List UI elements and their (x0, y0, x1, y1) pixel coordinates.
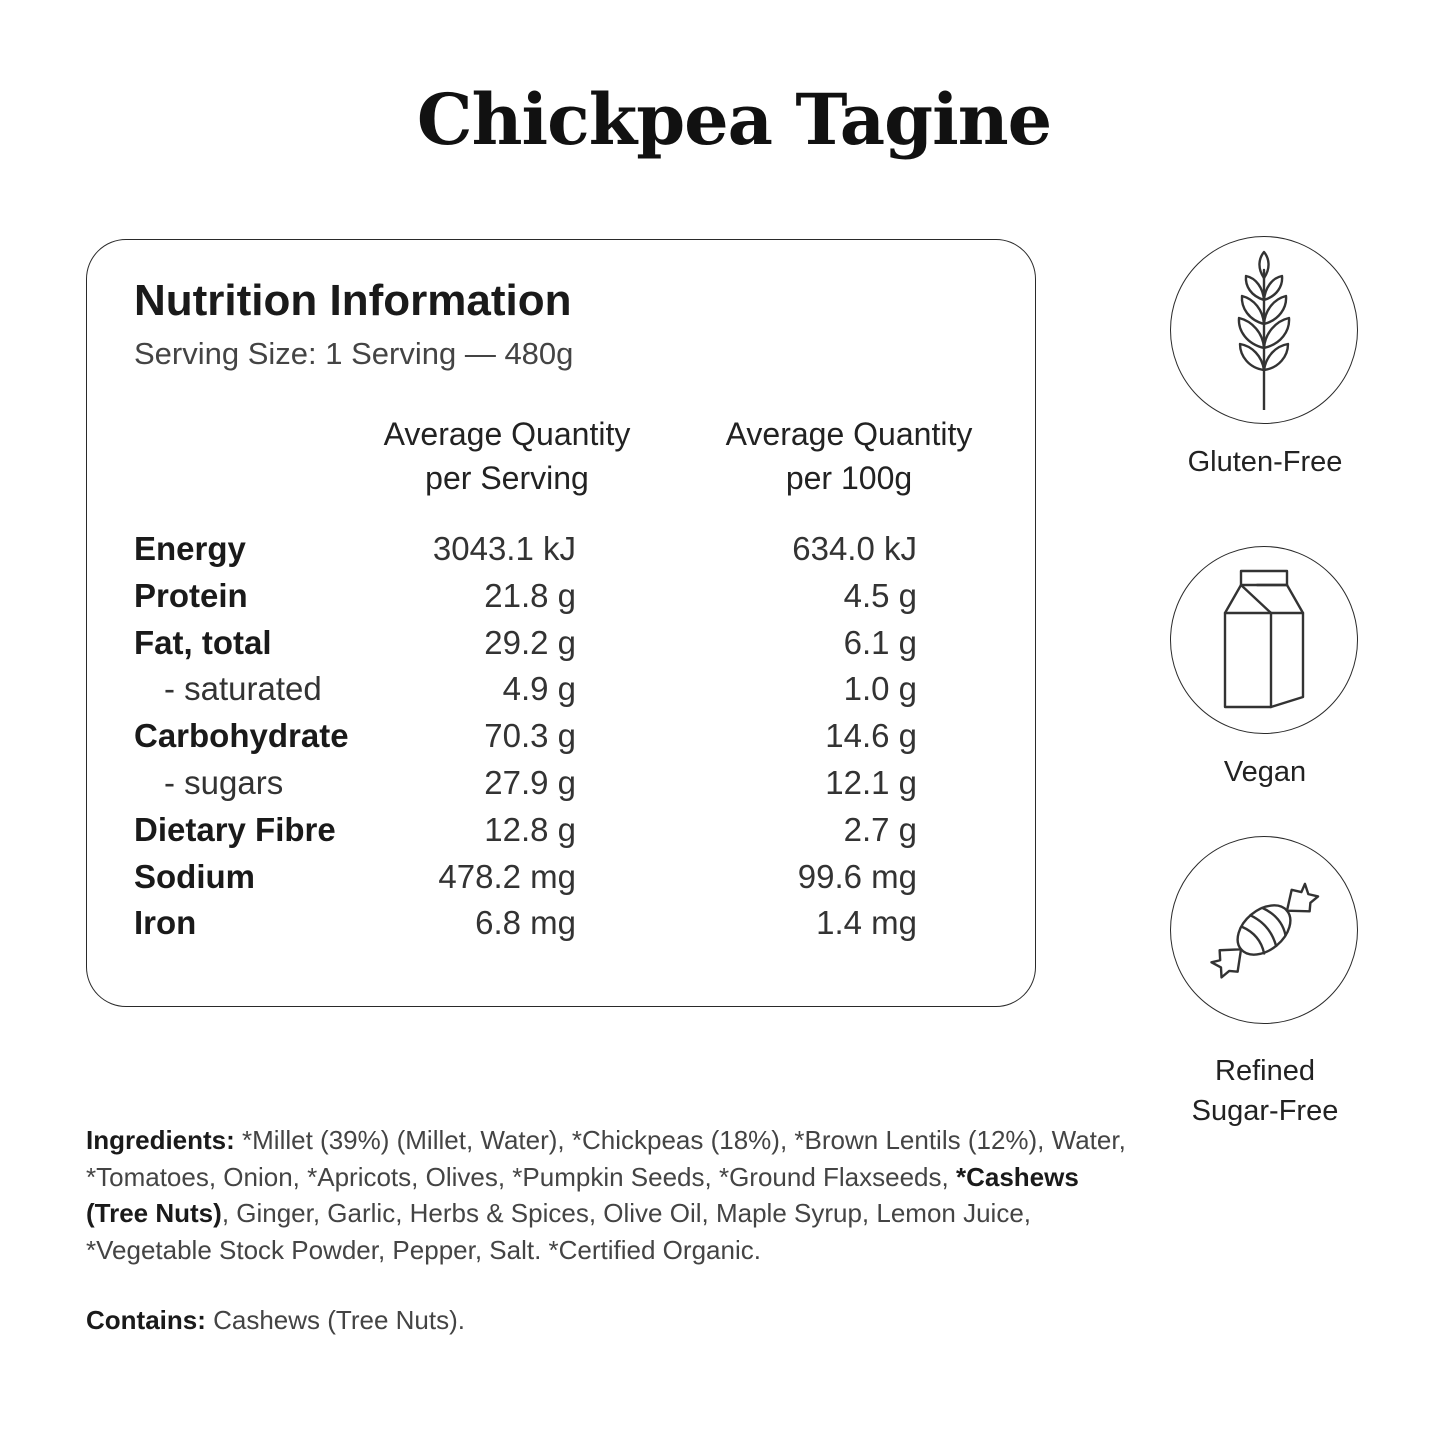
value-per-100g: 99.6 mg (797, 857, 917, 895)
ingredients-heading: Ingredients: (86, 1125, 235, 1155)
value-per-100g: 6.1 g (843, 623, 917, 661)
badge-label: Gluten-Free (1187, 446, 1343, 478)
product-title: Chickpea Tagine (416, 78, 1052, 161)
value-per-100g: 4.5 g (843, 576, 917, 614)
milk-carton-icon (1219, 565, 1309, 715)
ingredients-paragraph (86, 1122, 1126, 1268)
badge-label: Vegan (1223, 756, 1307, 788)
contains-statement (86, 1302, 1126, 1338)
column-header-per-serving (357, 412, 657, 500)
value-per-serving: 4.9 g (502, 670, 576, 708)
value-per-serving: 3043.1 kJ (432, 530, 576, 567)
nutrient-label: Protein (134, 576, 248, 614)
nutrient-row-saturated (134, 666, 1014, 713)
badge-gluten-free (1170, 236, 1360, 482)
nutrient-row-sugars (134, 760, 1014, 807)
badge-circle (1170, 836, 1358, 1024)
value-per-serving: 27.9 g (484, 763, 576, 801)
value-per-serving: 6.8 mg (475, 904, 576, 942)
nutrient-row-protein (134, 573, 1014, 620)
nutrient-row-energy (134, 526, 1014, 573)
nutrient-row-iron (134, 900, 1014, 947)
nutrient-label: Dietary Fibre (134, 810, 336, 848)
badge-refined-sugar-free (1170, 836, 1360, 1131)
contains-text: Cashews (Tree Nuts). (205, 1305, 465, 1335)
nutrition-rows (134, 526, 1014, 947)
badge-circle (1170, 236, 1358, 424)
ingredients-text: , Ginger, Garlic, Herbs & Spices, Olive Oil, Maple Syrup, Lemon Juice, *Vegetable Stock Powder, Pepper, Salt. *Certified Organic. (86, 1198, 1032, 1265)
value-per-100g: 1.4 mg (816, 904, 917, 942)
nutrient-label: Carbohydrate (134, 717, 349, 755)
nutrient-row-carbohydrate (134, 713, 1014, 760)
value-per-serving: 478.2 mg (438, 857, 576, 895)
candy-icon (1199, 865, 1329, 995)
value-per-100g: 1.0 g (843, 670, 917, 708)
column-header-per-100g (699, 412, 999, 500)
nutrient-row-sodium (134, 854, 1014, 901)
value-per-serving: 29.2 g (484, 623, 576, 661)
nutrient-row-fat-total (134, 620, 1014, 667)
value-per-serving: 21.8 g (484, 576, 576, 614)
serving-size: Serving Size: 1 Serving — 480g (134, 336, 574, 371)
column-header-line: Average Quantity (725, 416, 973, 452)
nutrient-label: - sugars (164, 763, 284, 801)
badge-label-line: Refined (1215, 1055, 1315, 1087)
wheat-icon (1219, 250, 1309, 410)
badge-circle (1170, 546, 1358, 734)
value-per-100g: 12.1 g (825, 763, 917, 801)
column-header-line: Average Quantity (383, 416, 631, 452)
nutrient-label: Energy (134, 530, 246, 567)
value-per-100g: 14.6 g (825, 717, 917, 755)
nutrient-label: Iron (134, 904, 197, 942)
column-header-line: per Serving (425, 460, 589, 496)
contains-heading: Contains: (86, 1305, 206, 1335)
nutrient-label: Fat, total (134, 623, 272, 661)
value-per-serving: 12.8 g (484, 810, 576, 848)
nutrition-panel (86, 239, 1036, 1007)
value-per-100g: 634.0 kJ (792, 530, 917, 567)
value-per-serving: 70.3 g (484, 717, 576, 755)
badge-vegan (1170, 546, 1360, 792)
badge-label (1170, 1051, 1360, 1131)
ingredients-text: *Millet (39%) (Millet, Water), *Chickpeas (18%), *Brown Lentils (12%), Water, *Tomatoes, Onion, *Apricots, Olives, *Pumpkin Seeds, *Ground Flaxseeds, (86, 1125, 1126, 1192)
column-header-line: per 100g (785, 460, 913, 496)
nutrition-heading: Nutrition Information (134, 276, 572, 325)
badge-label-line: Sugar-Free (1191, 1095, 1339, 1127)
nutrient-row-dietary-fibre (134, 807, 1014, 854)
value-per-100g: 2.7 g (843, 810, 917, 848)
nutrient-label: Sodium (134, 857, 255, 895)
allergen-highlight: *Cashews (Tree Nuts) (86, 1161, 1079, 1228)
nutrient-label: - saturated (164, 670, 322, 708)
